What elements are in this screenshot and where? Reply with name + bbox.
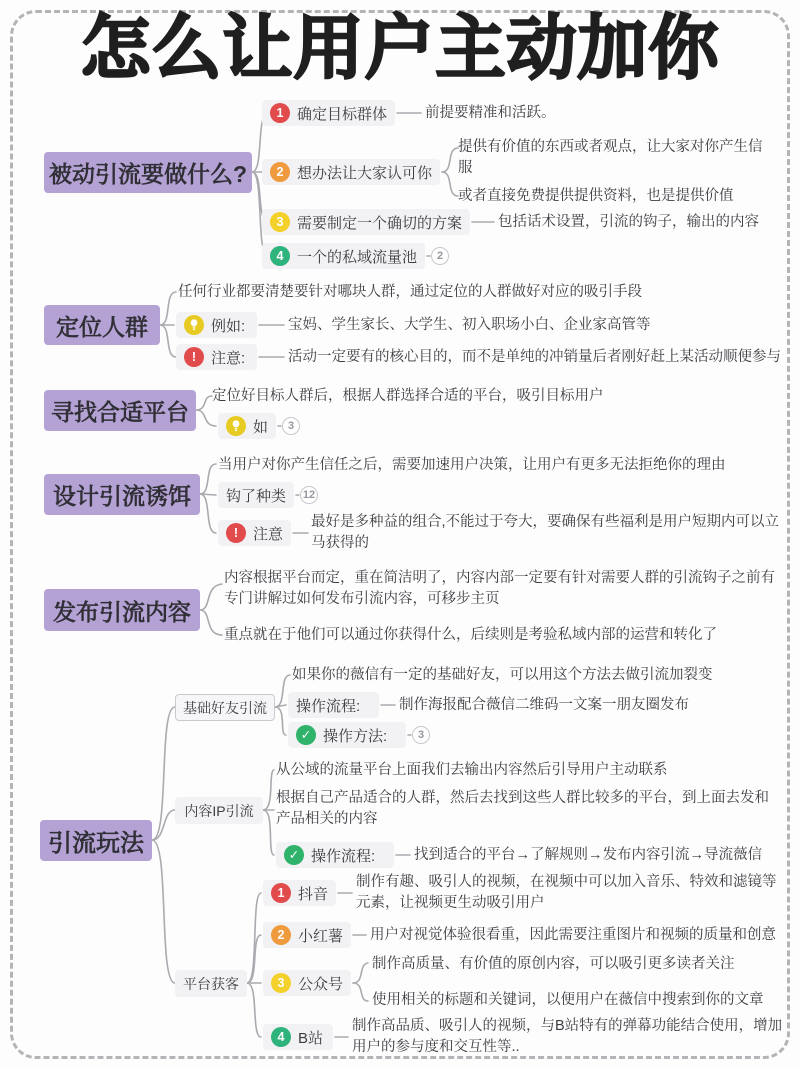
publish-p1: 内容根据平台而定，重在简洁明了，内容内部一定要有针对需要人群的引流钩子之前有专门讲解过如何发布引流内容，可移步主页 — [224, 570, 775, 607]
node-official-account[interactable] — [263, 970, 351, 996]
node-label: 抖音 — [298, 885, 329, 903]
check-icon: ✓ — [296, 725, 316, 745]
recognized-sub2: 或者直接免费提供提供资料，也是提供价值 — [458, 188, 734, 204]
lightbulb-icon — [184, 315, 204, 335]
node-target-group[interactable] — [262, 100, 395, 126]
node-label: 确定目标群体 — [297, 105, 388, 123]
node-label: 钩了种类 — [226, 487, 287, 505]
exclamation-icon: ! — [184, 347, 204, 367]
official-account-desc2: 使用相关的标题和关键词，以便用户在薇信中搜索到你的文章 — [372, 992, 764, 1008]
node-label: 例如: — [211, 317, 246, 335]
node-label: 操作方法: — [323, 727, 388, 745]
target-group-desc: 前提要精准和活跃。 — [425, 105, 556, 121]
check-icon: ✓ — [284, 845, 304, 865]
number-2-icon: 2 — [270, 162, 290, 182]
node-hook-types[interactable] — [218, 482, 294, 508]
node-label: 平台获客 — [183, 975, 239, 992]
collapsed-count-badge[interactable]: 12 — [300, 486, 318, 504]
content-ip-p2: 根据自己产品适合的人群，然后去找到这些人群比较多的平台，到上面去发和产品相关的内容 — [276, 790, 769, 827]
node-label: 注意: — [211, 349, 246, 367]
exclamation-icon: ! — [226, 523, 246, 543]
collapsed-count-badge[interactable]: 2 — [431, 247, 449, 265]
topic-design-bait[interactable]: 设计引流诱饵 — [44, 474, 200, 515]
node-label: 公众号 — [298, 975, 344, 993]
node-label: 小红薯 — [298, 927, 344, 945]
node-such-as[interactable] — [218, 413, 276, 439]
number-3-icon: 3 — [270, 212, 290, 232]
douyin-desc: 制作有趣、吸引人的视频，在视频中可以加入音乐、特效和滤镜等元素，让视频更生动吸引用户 — [356, 874, 777, 911]
topic-position-audience[interactable]: 定位人群 — [44, 305, 160, 345]
node-label: 注意 — [253, 525, 284, 543]
topic-passive-traffic[interactable]: 被动引流要做什么? — [44, 152, 252, 193]
node-example[interactable] — [176, 312, 257, 338]
xiaohongshu-desc: 用户对视觉体验很看重，因此需要注重图片和视频的质量和创意 — [370, 927, 776, 943]
node-operation-method[interactable] — [288, 722, 406, 748]
friend-traffic-p1: 如果你的薇信有一定的基础好友，可以用这个方法去做引流加裂变 — [292, 667, 713, 683]
platform-intro: 定位好目标人群后，根据人群选择合适的平台，吸引目标用户 — [212, 388, 604, 404]
subtopic-content-ip[interactable] — [175, 797, 263, 824]
number-3-icon: 3 — [271, 973, 291, 993]
example-text: 宝妈、学生家长、大学生、初入职场小白、企业家高管等 — [288, 317, 651, 333]
node-douyin[interactable] — [263, 880, 336, 906]
node-label: 一个的私域流量池 — [297, 248, 418, 266]
operation-flow-text: 制作海报配合薇信二维码一文案一朋友圈发布 — [399, 697, 689, 713]
node-label: 基础好友引流 — [183, 699, 267, 716]
number-2-icon: 2 — [271, 925, 291, 945]
note-text: 活动一定要有的核心目的，而不是单纯的冲销量后者刚好赶上某活动顺便参与 — [288, 349, 781, 365]
node-xiaohongshu[interactable] — [263, 922, 351, 948]
bilibili-desc: 制作高品质、吸引人的视频，与B站特有的弹幕功能结合使用，增加用户的参与度和交互性等.. — [352, 1018, 783, 1055]
recognized-sub1: 提供有价值的东西或者观点，让大家对你产生信服 — [458, 139, 763, 176]
bait-note-text: 最好是多种益的组合,不能过于夸大，要确保有些福利是用户短期内可以立马获得的 — [311, 514, 780, 551]
number-1-icon: 1 — [271, 883, 291, 903]
number-4-icon: 4 — [271, 1027, 291, 1047]
subtopic-platform-acquisition[interactable] — [175, 970, 247, 997]
topic-traffic-methods[interactable]: 引流玩法 — [40, 820, 152, 861]
node-label: 如 — [253, 418, 269, 436]
bait-intro: 当用户对你产生信任之后，需要加速用户决策，让用户有更多无法拒绝你的理由 — [218, 457, 726, 473]
node-label: 操作流程: — [311, 847, 376, 865]
node-exact-plan[interactable] — [262, 209, 470, 235]
node-label: B站 — [298, 1029, 324, 1047]
number-4-icon: 4 — [270, 246, 290, 266]
node-label: 想办法让大家认可你 — [297, 164, 433, 182]
node-label: 内容IP引流 — [184, 802, 254, 819]
subtopic-friend-traffic[interactable] — [175, 694, 275, 721]
lightbulb-icon — [226, 416, 246, 436]
node-get-recognized[interactable] — [262, 159, 440, 185]
node-private-pool[interactable] — [262, 243, 425, 269]
official-account-desc1: 制作高质量、有价值的原创内容，可以吸引更多读者关注 — [372, 956, 735, 972]
topic-find-platform[interactable]: 寻找合适平台 — [44, 390, 196, 431]
node-label: 需要制定一个确切的方案 — [297, 214, 463, 232]
topic-publish-content[interactable]: 发布引流内容 — [44, 589, 200, 631]
node-note[interactable] — [176, 344, 257, 370]
number-1-icon: 1 — [270, 103, 290, 123]
collapsed-count-badge[interactable]: 3 — [282, 417, 300, 435]
exact-plan-desc: 包括话术设置，引流的钩子，输出的内容 — [498, 214, 759, 230]
audience-intro: 任何行业都要清楚要针对哪块人群，通过定位的人群做好对应的吸引手段 — [178, 284, 642, 300]
content-ip-flow-text: 找到适合的平台→了解规则→发布内容引流→导流薇信 — [414, 847, 762, 863]
content-ip-p1: 从公域的流量平台上面我们去输出内容然后引导用户主动联系 — [276, 762, 668, 778]
node-operation-flow[interactable] — [276, 842, 394, 868]
node-label: 操作流程: — [296, 697, 361, 715]
publish-p2: 重点就在于他们可以通过你获得什么，后续则是考验私域内部的运营和转化了 — [224, 627, 717, 643]
node-operation-flow[interactable] — [288, 692, 379, 718]
page-title: 怎么让用户主动加你 — [80, 9, 720, 87]
node-note[interactable] — [218, 520, 291, 546]
collapsed-count-badge[interactable]: 3 — [412, 726, 430, 744]
node-bilibili[interactable] — [263, 1024, 333, 1050]
